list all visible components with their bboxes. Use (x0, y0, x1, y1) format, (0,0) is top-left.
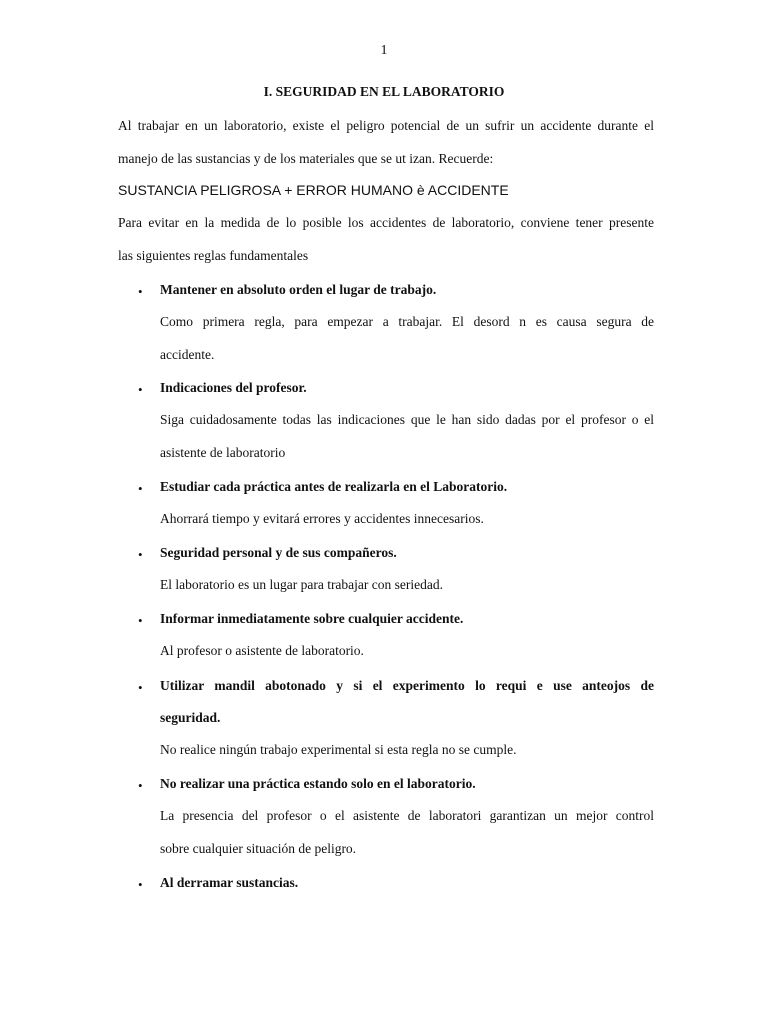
bullet-icon: • (138, 284, 143, 299)
rule-body: asistente de laboratorio (160, 445, 286, 460)
rule-body: accidente. (160, 347, 215, 362)
rule-body: El laboratorio es un lugar para trabajar con seriedad. (160, 577, 443, 592)
rule-body: sobre cualquier situación de peligro. (160, 841, 357, 856)
bullet-icon: • (138, 547, 143, 562)
rule-heading: seguridad. (160, 710, 221, 725)
rule-heading: Indicaciones del profesor. (160, 380, 307, 395)
bullet-icon: • (138, 481, 143, 496)
intro-line-1: Al trabajar en un laboratorio, existe el peligro potencial de un sufrir un accidente durante el (118, 118, 654, 133)
rule-heading: Estudiar cada práctica antes de realizarla en el Laboratorio. (160, 479, 508, 494)
intro-line-3: Para evitar en la medida de lo posible los accidentes de laboratorio, conviene tener presente (118, 215, 654, 230)
bullet-icon: • (138, 382, 143, 397)
bullet-icon: • (138, 778, 143, 793)
page-number: 1 (380, 43, 388, 58)
bullet-icon: • (138, 613, 143, 628)
bullet-icon: • (138, 877, 143, 892)
rule-body: Siga cuidadosamente todas las indicaciones que le han sido dadas por el profesor o el (160, 412, 654, 427)
hazard-formula: SUSTANCIA PELIGROSA + ERROR HUMANO è ACCIDENTE (118, 182, 509, 198)
rule-heading: Informar inmediatamente sobre cualquier accidente. (160, 611, 464, 626)
rule-body: No realice ningún trabajo experimental si esta regla no se cumple. (160, 742, 517, 757)
section-title: I. SEGURIDAD EN EL LABORATORIO (263, 84, 505, 99)
rule-heading: Mantener en absoluto orden el lugar de trabajo. (160, 282, 437, 297)
rule-body: Como primera regla, para empezar a trabajar. El desord n es causa segura de (160, 314, 654, 329)
intro-line-2: manejo de las sustancias y de los materiales que se ut izan. Recuerde: (118, 151, 494, 166)
rule-heading: No realizar una práctica estando solo en el laboratorio. (160, 776, 476, 791)
rule-heading: Al derramar sustancias. (160, 875, 299, 890)
rule-body: Al profesor o asistente de laboratorio. (160, 643, 364, 658)
rule-heading: Utilizar mandil abotonado y si el experimento lo requi e use anteojos de (160, 678, 654, 693)
bullet-icon: • (138, 680, 143, 695)
intro-line-4: las siguientes reglas fundamentales (118, 248, 309, 263)
rule-heading: Seguridad personal y de sus compañeros. (160, 545, 397, 560)
rule-body: Ahorrará tiempo y evitará errores y accidentes innecesarios. (160, 511, 484, 526)
rule-body: La presencia del profesor o el asistente de laboratori garantizan un mejor control (160, 808, 654, 823)
